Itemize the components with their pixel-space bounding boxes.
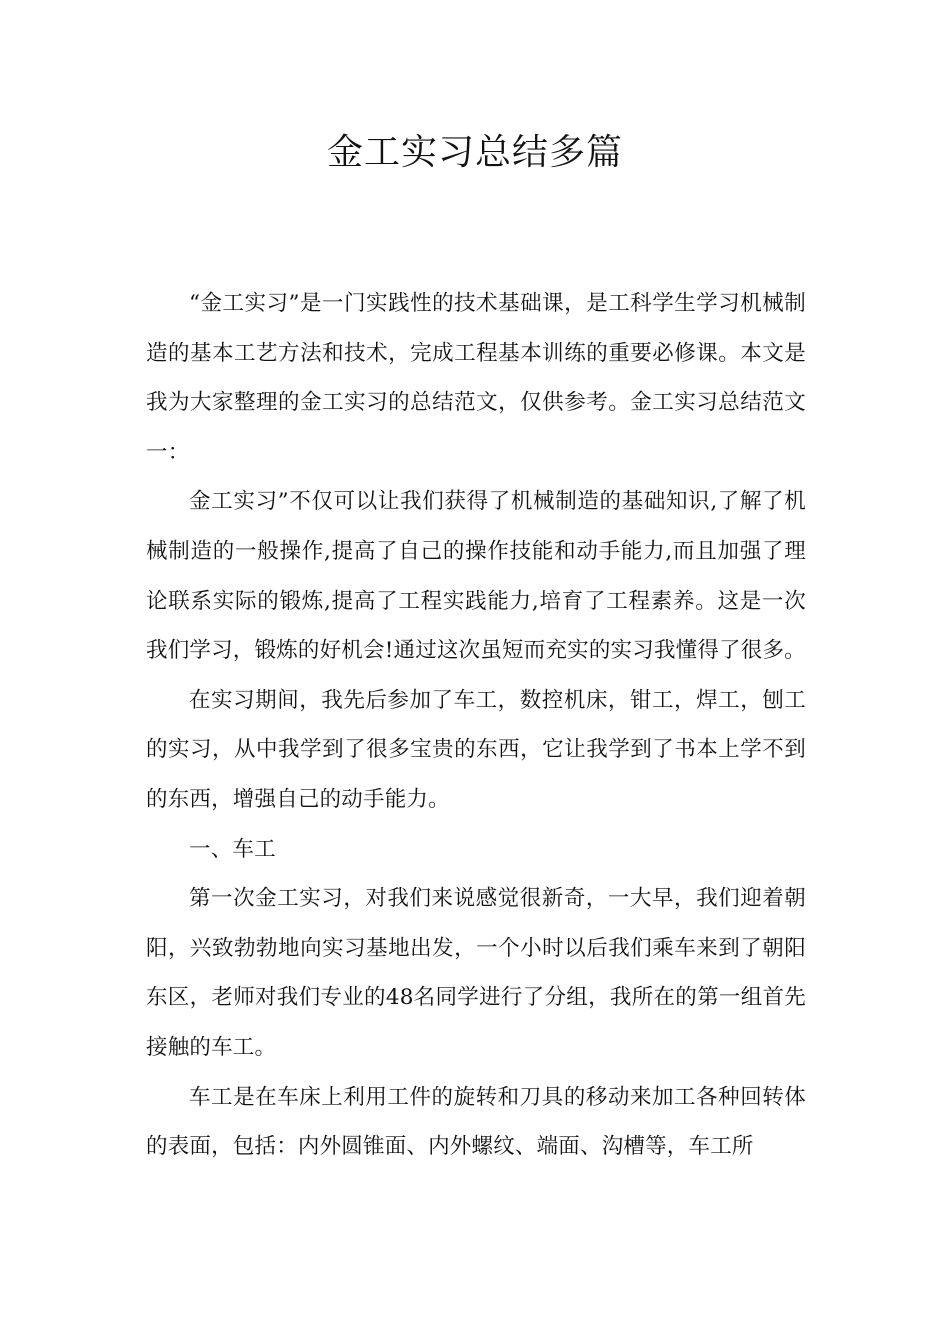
paragraph-first-day: 第一次金工实习，对我们来说感觉很新奇，一大早，我们迎着朝阳，兴致勃勃地向实习基地出发，一个小时以后我们乘车来到了朝阳东区，老师对我们专业的48名同学进行了分组，我所在的第一组首先接触的车工。 bbox=[146, 886, 806, 1060]
paragraph-intro: “金工实习”是一门实践性的技术基础课，是工科学生学习机械制造的基本工艺方法和技术，完成工程基本训练的重要必修课。本文是我为大家整理的金工实习的总结范文，仅供参考。金工实习总结范文一： bbox=[146, 291, 806, 465]
document-body bbox=[146, 279, 806, 1172]
document-title: 金工实习总结多篇 bbox=[326, 132, 623, 173]
paragraph-lathe-description: 车工是在车床上利用工件的旋转和刀具的移动来加工各种回转体的表面，包括：内外圆锥面、内外螺纹、端面、沟槽等，车工所 bbox=[146, 1084, 806, 1160]
paragraph-summary: 金工实习”不仅可以让我们获得了机械制造的基础知识,了解了机械制造的一般操作,提高了自己的操作技能和动手能力,而且加强了理论联系实际的锻炼,提高了工程实践能力,培育了工程素养。这是一次我们学习，锻炼的好机会!通过这次虽短而充实的实习我懂得了很多。 bbox=[146, 489, 806, 664]
paragraph-internship-period: 在实习期间，我先后参加了车工，数控机床，钳工，焊工，刨工的实习，从中我学到了很多宝贵的东西，它让我学到了书本上学不到的东西，增强自己的动手能力。 bbox=[146, 687, 806, 812]
section-heading-lathe: 一、车工 bbox=[189, 836, 276, 862]
